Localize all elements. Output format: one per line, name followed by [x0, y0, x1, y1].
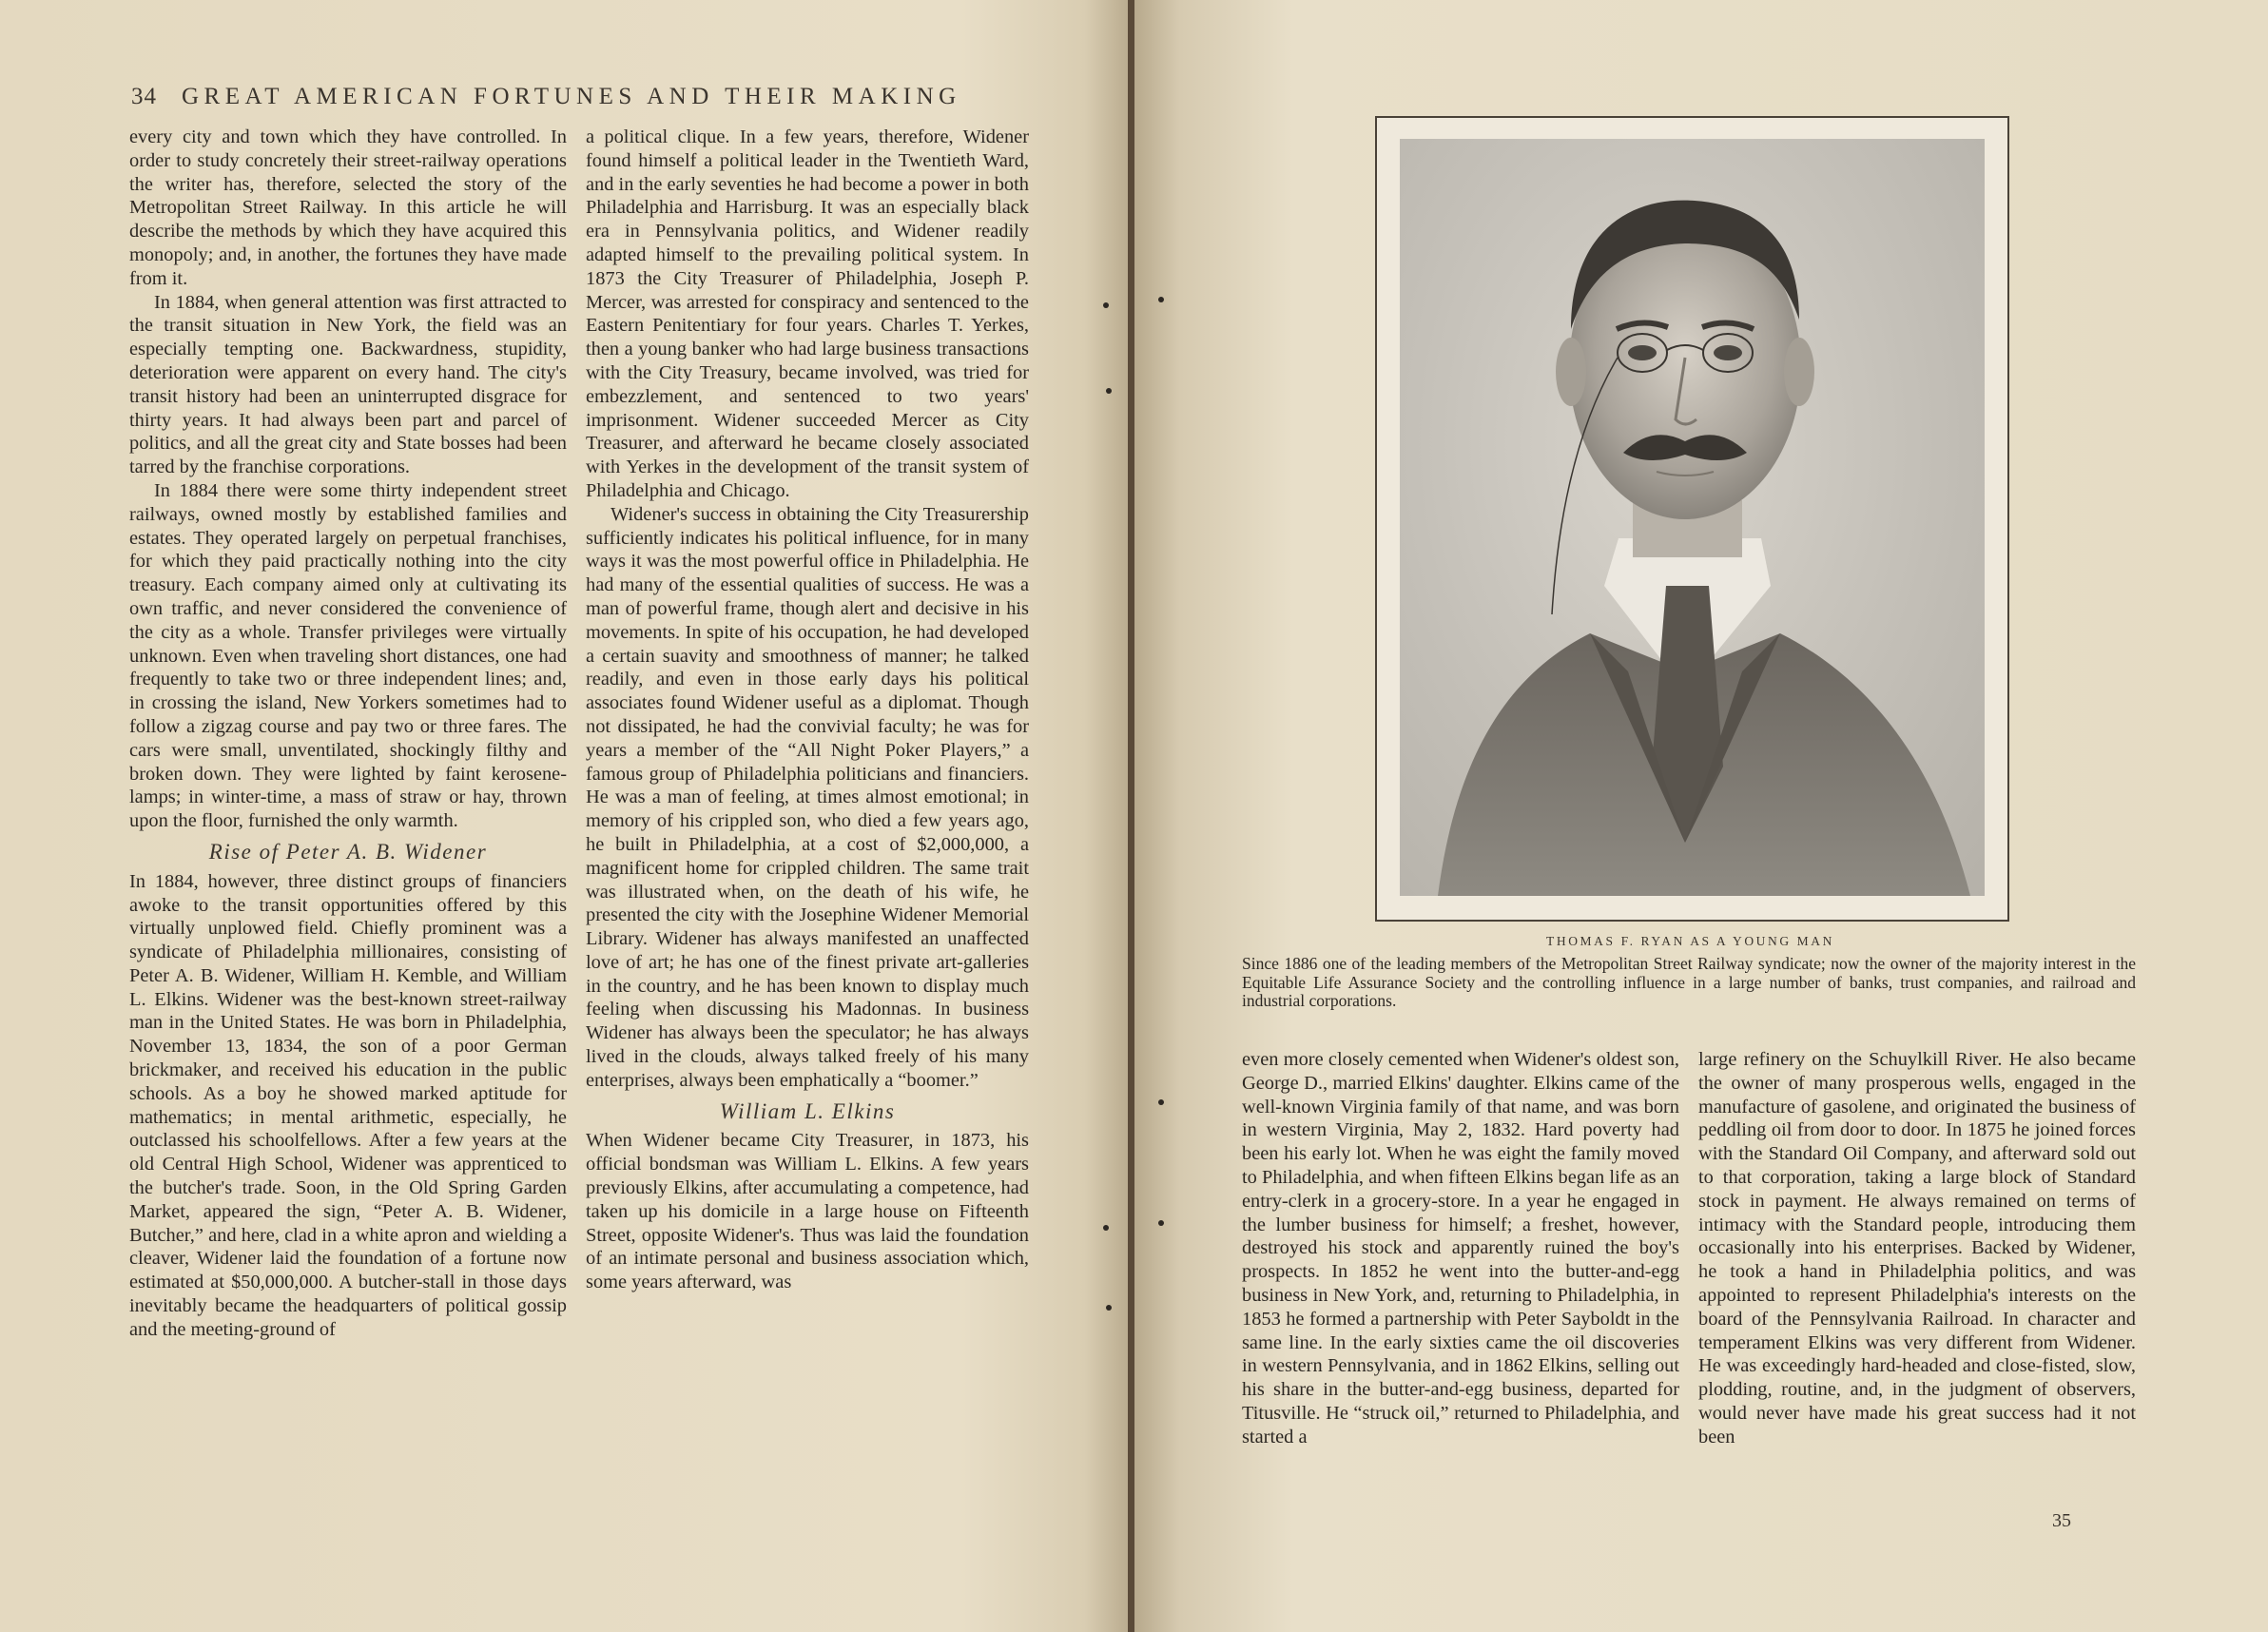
paragraph: a political clique. In a few years, therefore, Widener found himself a political leader in the Twentieth Ward, and in the early seventies he had become a power in both Philadelphia and Harrisburg. It was an especially black era in Pennsylvania politics, and Widener readily adapted himself to the prevailing political system. In 1873 the City Treasurer of Philadelphia, Joseph P. Mercer, was arrested for conspiracy and sentenced to the Eastern Penitentiary for four years. Charles T. Yerkes, then a young banker who had large business transactions with the City Treasury, became involved, was tried for embezzlement, and sentenced to two years' imprisonment. Widener succeeded Mercer as City Treasurer, and afterward he became closely associated with Yerkes in the development of the transit system of Philadelphia and Chicago.: [586, 126, 1029, 501]
caption-body: Since 1886 one of the leading members of the Metropolitan Street Railway syndicate; now the owner of the majority interest in the Equitable Life Assurance Society and the controlling influence in a large number of banks, trust companies, and railroad and industrial corporations.: [1242, 954, 2136, 1010]
running-head-title: GREAT AMERICAN FORTUNES AND THEIR MAKING: [182, 84, 961, 109]
column-1: [129, 126, 567, 1342]
section-heading-elkins: William L. Elkins: [719, 1098, 896, 1123]
column-3: [1242, 1048, 1679, 1449]
portrait-photo: [1400, 139, 1985, 896]
paragraph: In 1884, when general attention was first attracted to the transit situation in New York, the field was an especially tempting one. Backwardness, stupidity, deterioration were apparent on every hand. The city's transit history had been an uninterrupted disgrace for thirty years. It had always been part and parcel of politics, and all the great city and State bosses had been tarred by the franchise corporations.: [129, 291, 567, 478]
margin-mark: [1158, 297, 1164, 302]
margin-mark: [1106, 388, 1112, 394]
column-4: [1698, 1048, 2136, 1449]
paragraph: In 1884 there were some thirty independent street railways, owned mostly by established families and estates. They operated largely on perpetual franchises, for which they paid practically nothing into the city treasury. Each company aimed only at cultivating its own traffic, and never considered the convenience of the city as a whole. Transfer privileges were virtually unknown. Even when traveling short distances, one had frequently to take two or three independent lines; and, in crossing the island, New Yorkers sometimes had to follow a zigzag course and pay two or three fares. The cars were small, unventilated, shockingly filthy and broken down. They were lighted by faint kerosene-lamps; in winter-time, a mass of straw or hay, thrown upon the floor, furnished the only warmth.: [129, 479, 567, 832]
paragraph: When Widener became City Treasurer, in 1873, his official bondsman was William L. Elkins. A few years previously Elkins, after accumulating a competence, had taken up his domicile in a large house on Fifteenth Street, opposite Widener's. Thus was laid the foundation of an intimate personal and business association which, some years afterward, was: [586, 1130, 1029, 1293]
portrait-frame: [1375, 116, 2009, 922]
margin-mark: [1158, 1220, 1164, 1226]
column-2: [586, 126, 1029, 1294]
paragraph: even more closely cemented when Widener's oldest son, George D., married Elkins' daughter. Elkins came of the well-known Virginia family of that name, and was born in western Virginia, May 2, 1832. Hard poverty had been his early lot. When he was eight the family moved to Philadelphia, and when fifteen Elkins began life as an entry-clerk in a grocery-store. In a year he engaged in the lumber business for himself; a freshet, however, destroyed his stock and apparently ruined the boy's prospects. In 1852 he went into the butter-and-egg business in New York, and, returning to Philadelphia, in 1853 he formed a partnership with Peter Sayboldt in the same line. In the early sixties came the oil discoveries in western Pennsylvania, and in 1862 Elkins, selling out his share in the butter-and-egg business, departed for Titusville. He “struck oil,” returned to Philadelphia, and started a: [1242, 1049, 1679, 1447]
paragraph: In 1884, however, three distinct groups of financiers awoke to the transit opportunities offered by this virtually unplowed field. Chiefly prominent was a syndicate of Philadelphia millionaires, consisting of Peter A. B. Widener, William H. Kemble, and William L. Elkins. Widener was the best-known street-railway man in the United States. He was born in Philadelphia, November 13, 1834, the son of a poor German brickmaker, and received his education in the public schools. As a boy he showed marked aptitude for mathematics; in mental arithmetic, especially, he outclassed his schoolfellows. After a few years at the old Central High School, Widener was apprenticed to the butcher's trade. Soon, in the Old Spring Garden Market, appeared the sign, “Peter A. B. Widener, Butcher,” and here, clad in a white apron and wielding a cleaver, Widener laid the foundation of a fortune now estimated at $50,000,000. A butcher-stall in those days inevitably became the headquarters of political gossip and the meeting-ground of: [129, 870, 567, 1340]
page-number-right: 35: [2052, 1510, 2071, 1531]
running-head: [131, 84, 961, 110]
margin-mark: [1103, 1225, 1109, 1231]
paragraph: Widener's success in obtaining the City Treasurership sufficiently indicates his political influence, for in many ways it was the most powerful office in Philadelphia. He had many of the essential qualities of success. He was a man of powerful frame, though alert and decisive in his movements. In spite of his occupation, he had developed a certain suavity and smoothness of manner; he talked readily, and even in those early days his political associates found Widener useful as a diplomat. Though not dissipated, he had the convivial faculty; he was for years a member of the “All Night Poker Players,” a famous group of Philadelphia politicians and financiers. He was a man of feeling, at times almost emotional; in memory of his crippled son, who died a few years ago, he built in Philadelphia, at a cost of $2,000,000, a magnificent home for crippled children. The same trait was illustrated when, on the death of his wife, he presented the city with the Josephine Widener Memorial Library. Widener has always manifested an unaffected love of art; he has one of the finest private art-galleries in the country, and he has been known to display much feeling when discussing his Madonnas. In business Widener has always been the speculator; he has always lived in the clouds, always talked freely of his many enterprises, always been emphatically a “boomer.”: [586, 503, 1029, 1091]
paragraph: large refinery on the Schuylkill River. He also became the owner of many prosperous wells, engaged in the manufacture of gasolene, and originated the business of peddling oil from door to door. In 1875 he joined forces with the Standard Oil Company, and afterward sold out to that corporation, taking a large block of Standard stock in payment. He always remained on terms of intimacy with the Standard people, introducing them occasionally into his enterprises. Backed by Widener, he took a hand in Philadelphia politics, and was appointed to represent Philadelphia's interests on the board of the Pennsylvania Railroad. In character and temperament Elkins was very different from Widener. He was exceedingly hard-headed and close-fisted, slow, plodding, routine, and, in the judgment of observers, would never have made his great success had it not been: [1698, 1049, 2136, 1447]
margin-mark: [1106, 1305, 1112, 1311]
margin-mark: [1103, 302, 1109, 308]
portrait-illustration: [1400, 139, 1985, 896]
paragraph: every city and town which they have controlled. In order to study concretely their street-railway operations the writer has, therefore, selected the story of the Metropolitan Street Railway. In this article he will describe the methods by which they have acquired this monopoly; and, in another, the fortunes they have made from it.: [129, 126, 567, 289]
margin-mark: [1158, 1099, 1164, 1105]
caption-title: THOMAS F. RYAN AS A YOUNG MAN: [1546, 934, 1834, 948]
left-page: [0, 0, 1130, 1632]
section-heading-widener: Rise of Peter A. B. Widener: [208, 839, 488, 864]
page-number-left: 34: [131, 84, 157, 109]
